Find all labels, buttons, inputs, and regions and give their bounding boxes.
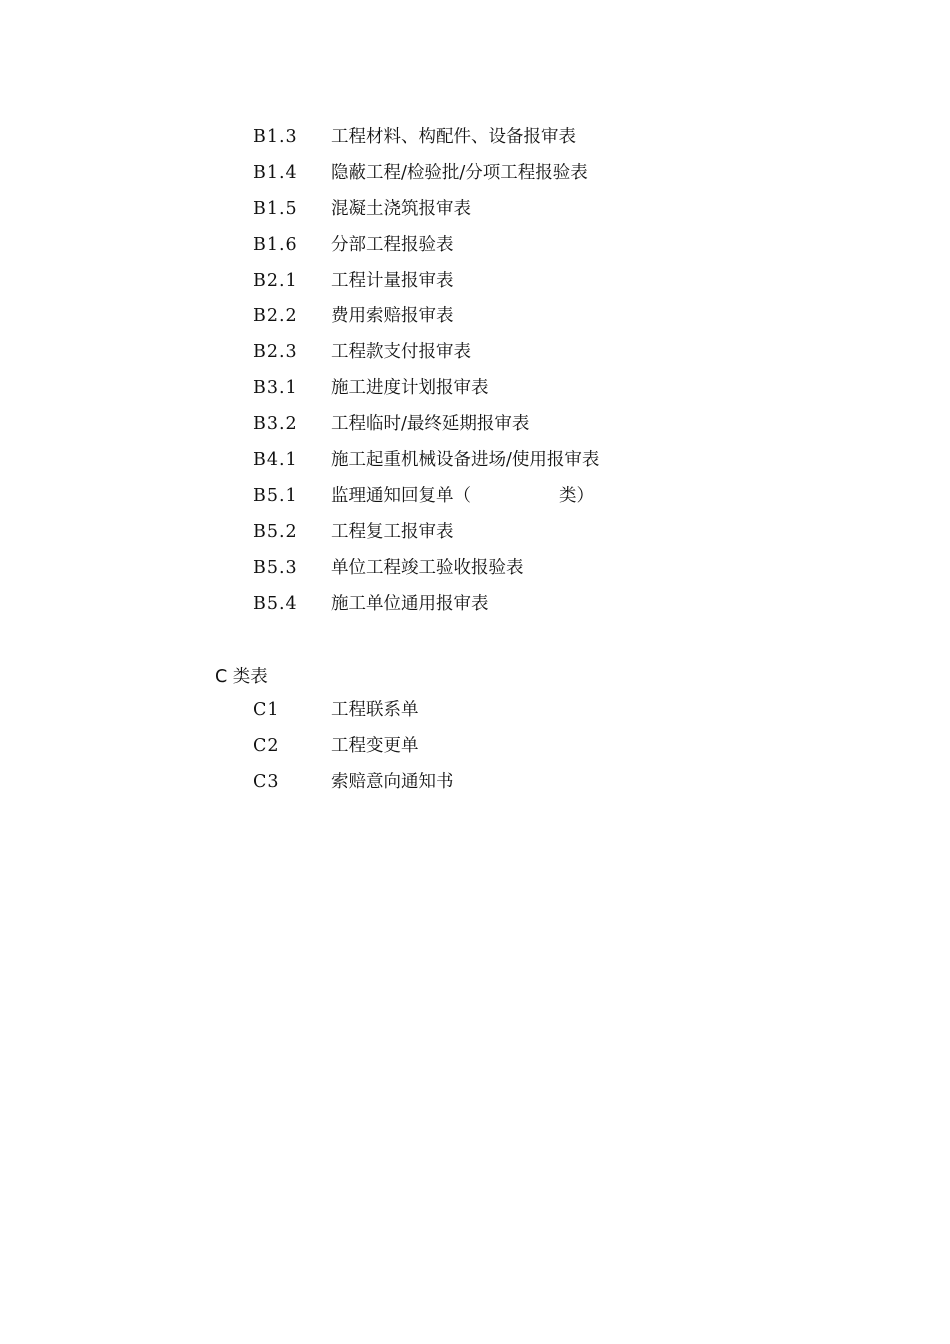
form-name: 工程计量报审表	[331, 270, 454, 291]
form-name: 索赔意向通知书	[331, 771, 454, 792]
form-name-suffix: 类）	[559, 485, 594, 506]
form-name: 隐蔽工程/检验批/分项工程报验表	[331, 162, 588, 183]
form-name: 工程款支付报审表	[331, 342, 471, 363]
form-code: C3	[253, 771, 280, 792]
form-name	[331, 479, 594, 515]
form-code: B2.2	[253, 306, 298, 327]
form-name: 混凝土浇筑报审表	[331, 198, 471, 219]
section-title: C 类表	[215, 667, 268, 687]
form-code: B1.5	[253, 198, 298, 219]
form-name: 工程变更单	[331, 735, 419, 756]
form-name: 工程联系单	[331, 700, 419, 720]
form-code: B5.3	[253, 557, 298, 578]
form-code: B1.3	[253, 127, 298, 147]
form-code: B2.3	[253, 342, 298, 363]
form-name: 施工单位通用报审表	[331, 593, 489, 614]
form-name-prefix: 监理通知回复单（	[331, 485, 471, 506]
form-name: 工程复工报审表	[331, 521, 454, 542]
form-code: C2	[253, 735, 280, 756]
form-name: 施工起重机械设备进场/使用报审表	[331, 450, 600, 471]
form-code: B3.2	[253, 414, 298, 435]
form-code: B5.1	[253, 485, 298, 506]
form-code: B1.6	[253, 234, 298, 255]
form-name: 施工进度计划报审表	[331, 378, 489, 399]
form-code: C1	[253, 700, 280, 720]
form-code: B3.1	[253, 378, 298, 399]
form-code: B2.1	[253, 270, 298, 291]
form-code: B4.1	[253, 450, 298, 471]
form-code: B1.4	[253, 162, 298, 183]
form-code: B5.2	[253, 521, 298, 542]
form-code: B5.4	[253, 593, 298, 614]
form-name: 单位工程竣工验收报验表	[331, 557, 524, 578]
form-name: 分部工程报验表	[331, 234, 454, 255]
form-name: 费用索赔报审表	[331, 306, 454, 327]
form-name: 工程材料、构配件、设备报审表	[331, 127, 576, 147]
form-name: 工程临时/最终延期报审表	[331, 414, 530, 435]
